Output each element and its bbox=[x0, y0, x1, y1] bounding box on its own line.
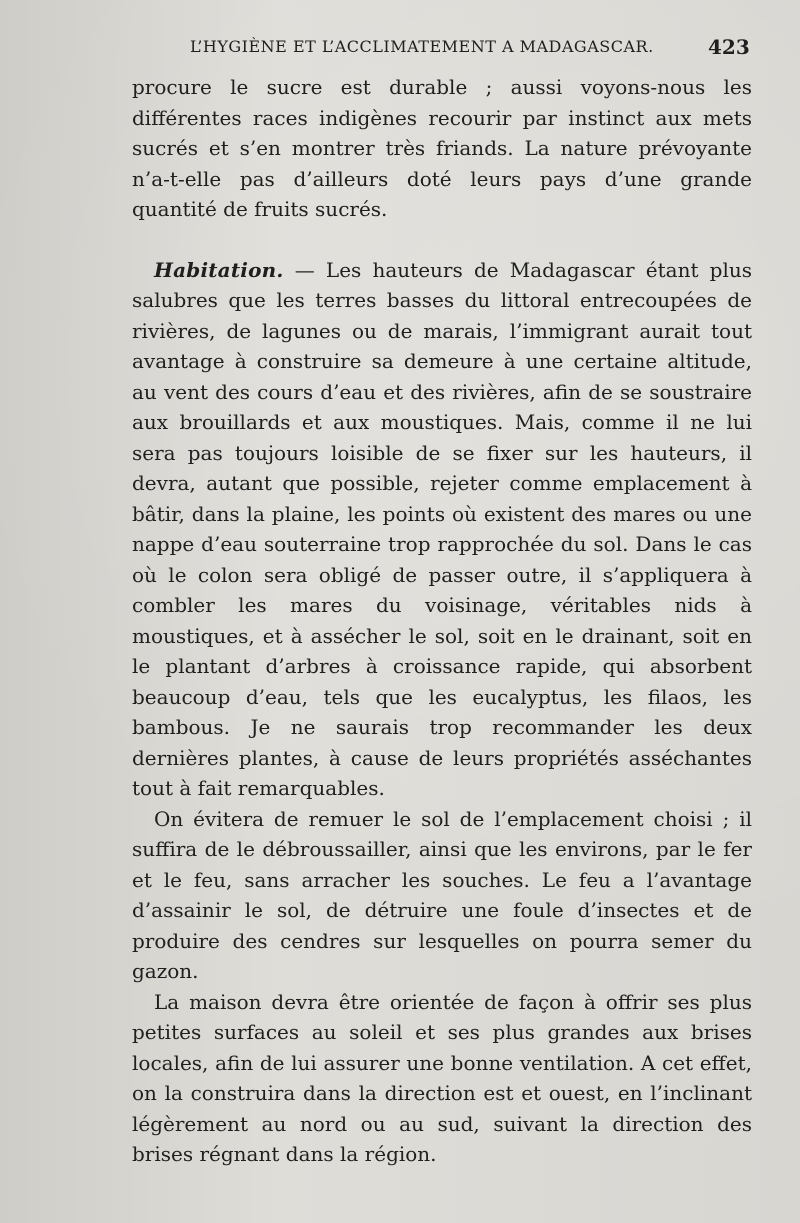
running-header-title: L’HYGIÈNE ET L’ACCLIMATEMENT A MADAGASCAR. bbox=[190, 37, 654, 56]
paragraph-1: procure le sucre est durable ; aussi voyons-nous les différentes races indigènes recourir par instinct aux mets sucrés et s’en montrer très friands. La nature prévoyante n’a-t-elle pas d’ailleurs doté leurs pays d’une grande quantité de fruits sucrés. bbox=[132, 75, 752, 221]
page-number: 423 bbox=[708, 35, 750, 59]
section-dash: — bbox=[294, 257, 315, 282]
paragraph-2 bbox=[132, 255, 752, 804]
section-title: Habitation. bbox=[154, 257, 284, 282]
paragraph-3: On évitera de remuer le sol de l’emplacement choisi ; il suffira de le débroussailler, ainsi que les environs, par le fer et le feu, sans arracher les souches. Le feu a l’avantage d’assainir le sol, de détruire une foule d’insectes et de produire des cendres sur lesquelles on pourra semer du gazon. bbox=[132, 806, 752, 983]
running-header bbox=[190, 37, 690, 56]
section-spacing bbox=[132, 225, 752, 255]
body-text bbox=[132, 72, 752, 1170]
paragraph-4: La maison devra être orientée de façon à offrir ses plus petites surfaces au soleil et ses plus grandes aux brises locales, afin de lui assurer une bonne ventilation. A cet effet, on la construira dans la direction est et ouest, en l’inclinant légèrement au nord ou au sud, suivant la direction des brises régnant dans la région. bbox=[132, 989, 752, 1166]
paragraph-2-text: Les hauteurs de Madagascar étant plus salubres que les terres basses du littoral entrecoupées de rivières, de lagunes ou de marais, l’immigrant aurait tout avantage à construire sa demeure à une certaine altitude, au vent des cours d’eau et des rivières, afin de se soustraire aux brouillards et aux moustiques. Mais, comme il ne lui sera pas toujours loisible de se fixer sur les hauteurs, il devra, autant que possible, rejeter comme emplacement à bâtir, dans la plaine, les points où existent des mares ou une nappe d’eau souterraine trop rapprochée du sol. Dans le cas où le colon sera obligé de passer outre, il s’appliquera à combler les mares du voisinage, véritables nids à moustiques, et à assécher le sol, soit en le drainant, soit en le plantant d’arbres à croissance rapide, qui absorbent beaucoup d’eau, tels que les eucalyptus, les filaos, les bambous. Je ne saurais trop recommander les deux dernières plantes, à cause de leurs propriétés asséchantes tout à fait remarquables. bbox=[132, 257, 753, 800]
